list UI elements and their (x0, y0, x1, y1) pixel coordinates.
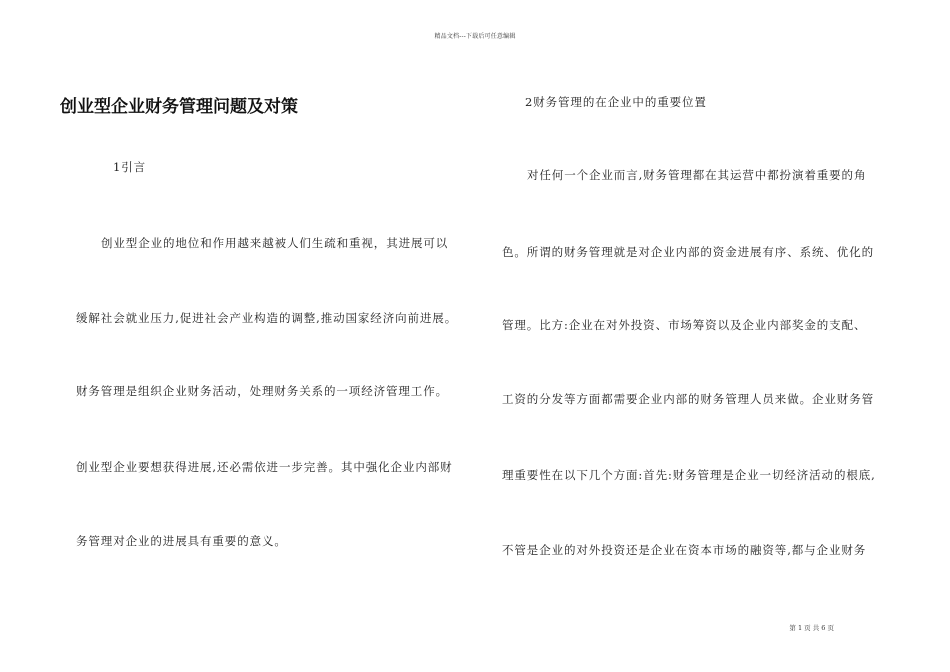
paragraph-line: 理重要性在以下几个方面:首先:财务管理是企业一切经济活动的根底, (502, 468, 876, 482)
page-number: 第 1 页 共 6 页 (789, 624, 834, 632)
paragraph-line: 缓解社会就业压力,促进社会产业构造的调整,推动国家经济向前进展。 (76, 311, 458, 325)
paragraph-line: 财务管理是组织企业财务活动，处理财务关系的一项经济管理工作。 (76, 384, 448, 398)
paragraph-line: 创业型企业要想获得进展,还必需依进一步完善。其中强化企业内部财 (76, 460, 453, 474)
paragraph-line: 不管是企业的对外投资还是企业在资本市场的融资等,都与企业财务 (502, 543, 867, 557)
section-heading-importance: 2财务管理的在企业中的重要位置 (525, 95, 707, 109)
paragraph-line: 色。所谓的财务管理就是对企业内部的资金进展有序、系统、优化的 (502, 245, 874, 259)
paragraph-line: 工资的分发等方面都需要企业内部的财务管理人员来做。企业财务管 (502, 392, 874, 406)
paragraph-line: 对任何一个企业而言,财务管理都在其运营中都扮演着重要的角 (527, 168, 867, 182)
document-title: 创业型企业财务管理问题及对策 (60, 97, 298, 117)
section-heading-introduction: 1引言 (113, 160, 147, 174)
paragraph-line: 务管理对企业的进展具有重要的意义。 (76, 534, 287, 548)
header-note: 精品文档---下载后可任意编辑 (434, 33, 516, 40)
paragraph-line: 管理。比方:企业在对外投资、市场筹资以及企业内部奖金的支配、 (502, 318, 867, 332)
paragraph-line: 创业型企业的地位和作用越来越被人们生疏和重视，其进展可以 (101, 236, 449, 250)
